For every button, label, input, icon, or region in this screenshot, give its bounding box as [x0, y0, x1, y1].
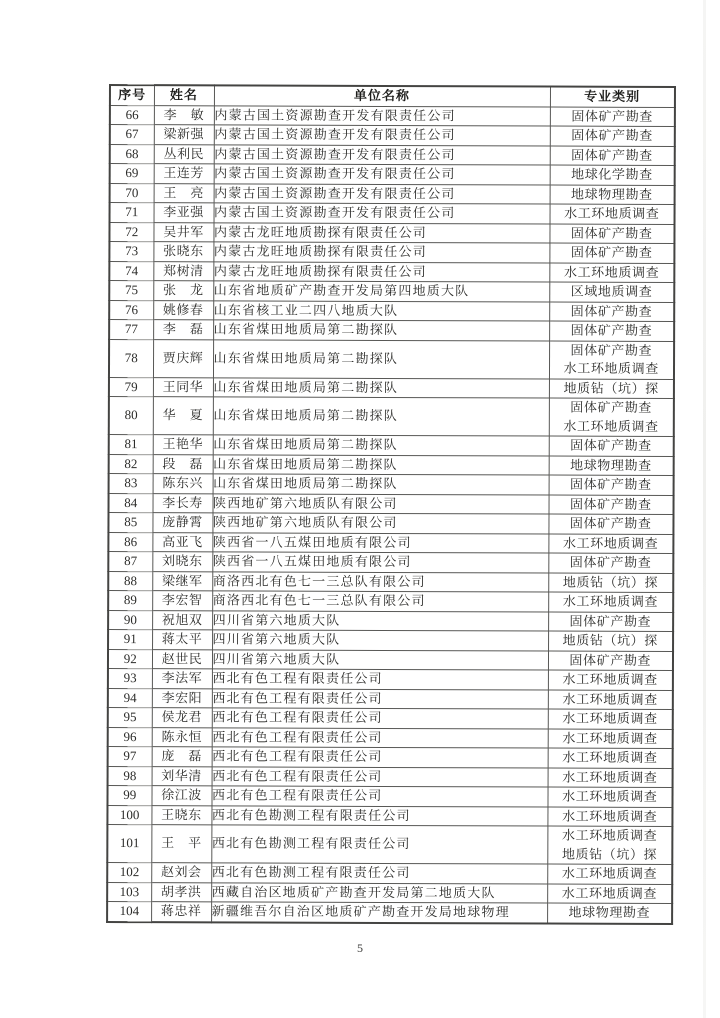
category-cell: 水工环地质调查 [548, 670, 673, 690]
org-cell: 四川省第六地质大队 [212, 610, 548, 631]
personnel-table [106, 84, 676, 924]
name-cell: 刘华清 [152, 766, 212, 786]
category-cell: 水工环地质调查 [548, 709, 673, 729]
org-cell: 内蒙古龙旺地质勘探有限责任公司 [213, 261, 549, 282]
org-cell: 内蒙古国土资源勘查开发有限责任公司 [214, 125, 550, 146]
org-cell: 山东省煤田地质局第二勘探队 [213, 377, 549, 398]
row-number-cell: 99 [107, 785, 151, 805]
table-header [110, 85, 675, 107]
org-cell: 陕西地矿第六地质队有限公司 [213, 493, 549, 514]
org-cell: 陕西省一八五煤田地质有限公司 [212, 552, 548, 573]
row-number-cell: 84 [109, 493, 153, 513]
org-cell: 山东省煤田地质局第二勘探队 [213, 454, 549, 475]
table-row [109, 377, 674, 398]
name-cell: 吴井军 [153, 222, 213, 242]
name-cell: 李宏智 [152, 591, 212, 611]
name-cell: 梁继军 [152, 571, 212, 591]
name-cell: 王同华 [153, 377, 213, 397]
row-number-cell: 67 [110, 125, 154, 145]
category-cell: 地质钻（坑）探 [549, 379, 674, 399]
row-number-cell: 93 [108, 668, 152, 688]
category-cell: 固体矿产勘查 [550, 126, 675, 146]
row-number-cell: 92 [108, 649, 152, 669]
name-cell: 蒋忠祥 [151, 902, 211, 922]
name-cell: 王连芳 [154, 164, 214, 184]
name-cell: 王 平 [151, 825, 211, 863]
name-cell: 胡孝洪 [151, 882, 211, 902]
org-cell: 西北有色勘测工程有限责任公司 [211, 825, 547, 864]
table-row [110, 105, 675, 126]
row-number-cell: 86 [108, 532, 152, 552]
org-cell: 内蒙古龙旺地质勘探有限责任公司 [213, 242, 549, 263]
org-cell: 西北有色勘测工程有限责任公司 [211, 805, 547, 826]
table-row [108, 513, 673, 534]
category-cell: 固体矿产勘查 [548, 514, 673, 534]
table-row [108, 746, 673, 767]
row-number-cell: 102 [107, 862, 151, 882]
table-row [109, 281, 674, 302]
row-number-cell: 90 [108, 610, 152, 630]
row-number-cell: 97 [108, 746, 152, 766]
org-cell: 西藏自治区地质矿产勘查开发局第二地质大队 [211, 882, 547, 903]
row-number-cell: 85 [108, 513, 152, 533]
category-cell: 水工环地质调查 [547, 807, 672, 827]
category-cell: 固体矿产勘查 [549, 436, 674, 456]
table-row [110, 144, 675, 165]
row-number-cell: 87 [108, 552, 152, 572]
category-cell: 水工环地质调查 [548, 729, 673, 749]
category-cell: 固体矿产勘查 水工环地质调查 [549, 398, 674, 436]
org-cell: 山东省煤田地质局第二勘探队 [213, 435, 549, 456]
category-cell: 固体矿产勘查 [548, 651, 673, 671]
org-cell: 新疆维吾尔自治区地质矿产勘查开发局地球物理 [211, 902, 547, 923]
name-cell: 王艳华 [153, 435, 213, 455]
row-number-cell: 103 [107, 882, 151, 902]
table-row [107, 785, 672, 806]
name-cell: 庞静霄 [152, 513, 212, 533]
row-number-cell: 89 [108, 591, 152, 611]
name-cell: 李法军 [152, 669, 212, 689]
name-cell: 陈永恒 [152, 727, 212, 747]
name-cell: 赵世民 [152, 649, 212, 669]
row-number-cell: 94 [108, 688, 152, 708]
org-cell: 西北有色工程有限责任公司 [212, 688, 548, 709]
table-body [107, 105, 675, 923]
org-cell: 西北有色工程有限责任公司 [212, 727, 548, 748]
table-row [109, 222, 674, 243]
org-cell: 四川省第六地质大队 [212, 630, 548, 651]
name-cell: 张晓东 [153, 242, 213, 262]
row-number-cell: 104 [107, 901, 151, 921]
row-number-cell: 98 [108, 766, 152, 786]
table-row [109, 320, 674, 341]
table-row [109, 397, 674, 437]
row-number-cell: 95 [108, 707, 152, 727]
org-cell: 西北有色工程有限责任公司 [212, 747, 548, 768]
name-cell: 徐江波 [151, 786, 211, 806]
category-cell: 固体矿产勘查 [549, 475, 674, 495]
category-cell: 水工环地质调查 地质钻（坑）探 [547, 826, 672, 864]
table-row [108, 532, 673, 553]
category-cell: 固体矿产勘查 [549, 495, 674, 515]
row-number-cell: 82 [109, 454, 153, 474]
table-row [108, 610, 673, 631]
name-cell: 侯龙君 [152, 708, 212, 728]
name-cell: 郑树清 [153, 261, 213, 281]
name-cell: 华 夏 [153, 397, 213, 435]
category-cell: 水工环地质调查 [548, 534, 673, 554]
org-cell: 西北有色工程有限责任公司 [212, 766, 548, 787]
row-number-cell: 69 [110, 164, 154, 184]
category-cell: 水工环地质调查 [550, 204, 675, 224]
header-cell-org: 单位名称 [214, 85, 550, 106]
category-cell: 固体矿产勘查 [549, 321, 674, 341]
name-cell: 蒋太平 [152, 630, 212, 650]
table-row [108, 688, 673, 709]
name-cell: 刘晓东 [152, 552, 212, 572]
table-row [108, 571, 673, 592]
page-number: 5 [357, 941, 363, 955]
row-number-cell: 101 [107, 824, 151, 862]
row-number-cell: 70 [110, 183, 154, 203]
table-row [109, 261, 674, 282]
table-row [110, 203, 675, 224]
org-cell: 山东省煤田地质局第二勘探队 [213, 320, 549, 341]
row-number-cell: 100 [107, 805, 151, 825]
category-cell: 地球物理勘查 [549, 456, 674, 476]
table-row [110, 125, 675, 146]
org-cell: 西北有色工程有限责任公司 [212, 708, 548, 729]
category-cell: 水工环地质调查 [549, 263, 674, 283]
row-number-cell: 83 [109, 474, 153, 494]
category-cell: 水工环地质调查 [547, 884, 672, 904]
org-cell: 陕西省一八五煤田地质有限公司 [212, 532, 548, 553]
table-row [109, 435, 674, 456]
category-cell: 固体矿产勘查 [549, 302, 674, 322]
category-cell: 固体矿产勘查 [549, 224, 674, 244]
table-row [109, 242, 674, 263]
table-row [108, 668, 673, 689]
org-cell: 山东省地质矿产勘查开发局第四地质大队 [213, 281, 549, 302]
row-number-cell: 74 [109, 261, 153, 281]
category-cell: 固体矿产勘查 水工环地质调查 [549, 341, 674, 379]
org-cell: 商洛西北有色七一三总队有限公司 [212, 571, 548, 592]
org-cell: 内蒙古国土资源勘查开发有限责任公司 [214, 144, 550, 165]
header-row [110, 85, 675, 107]
name-cell: 贾庆辉 [153, 339, 213, 377]
row-number-cell: 88 [108, 571, 152, 591]
name-cell: 王晓东 [151, 805, 211, 825]
table-row [107, 882, 672, 903]
name-cell: 祝旭双 [152, 610, 212, 630]
header-cell-no: 序号 [110, 85, 154, 105]
table-row [108, 552, 673, 573]
category-cell: 地质钻（坑）探 [548, 631, 673, 651]
category-cell: 水工环地质调查 [548, 690, 673, 710]
table-row [108, 707, 673, 728]
org-cell: 山东省煤田地质局第二勘探队 [213, 339, 549, 378]
table-row [107, 901, 672, 923]
org-cell: 西北有色工程有限责任公司 [212, 669, 548, 690]
row-number-cell: 66 [110, 105, 154, 125]
row-number-cell: 72 [109, 222, 153, 242]
category-cell: 固体矿产勘查 [548, 553, 673, 573]
name-cell: 丛利民 [154, 144, 214, 164]
row-number-cell: 91 [108, 630, 152, 650]
org-cell: 内蒙古国土资源勘查开发有限责任公司 [214, 105, 550, 126]
name-cell: 李亚强 [154, 203, 214, 223]
row-number-cell: 96 [108, 727, 152, 747]
table-row [109, 300, 674, 321]
name-cell: 姚修春 [153, 300, 213, 320]
header-cell-category: 专业类别 [550, 87, 675, 107]
table-row [110, 164, 675, 185]
category-cell: 水工环地质调查 [548, 592, 673, 612]
table-row [109, 339, 674, 379]
category-cell: 固体矿产勘查 [550, 146, 675, 166]
org-cell: 山东省煤田地质局第二勘探队 [213, 474, 549, 495]
org-cell: 四川省第六地质大队 [212, 649, 548, 670]
table-row [107, 862, 672, 883]
org-cell: 内蒙古国土资源勘查开发有限责任公司 [214, 183, 550, 204]
category-cell: 水工环地质调查 [547, 787, 672, 807]
category-cell: 水工环地质调查 [548, 768, 673, 788]
category-cell: 水工环地质调查 [548, 748, 673, 768]
table-row [107, 805, 672, 826]
name-cell: 李 敏 [154, 105, 214, 125]
category-cell: 地球化学勘查 [550, 165, 675, 185]
org-cell: 西北有色勘测工程有限责任公司 [211, 863, 547, 884]
name-cell: 赵刘会 [151, 863, 211, 883]
table-row [108, 649, 673, 670]
category-cell: 地质钻（坑）探 [548, 573, 673, 593]
category-cell: 水工环地质调查 [547, 864, 672, 884]
name-cell: 李长寿 [153, 493, 213, 513]
row-number-cell: 81 [109, 435, 153, 455]
table-row [107, 824, 672, 864]
row-number-cell: 80 [109, 397, 153, 435]
name-cell: 庞 磊 [152, 747, 212, 767]
org-cell: 商洛西北有色七一三总队有限公司 [212, 591, 548, 612]
category-cell: 地球物理勘查 [550, 185, 675, 205]
row-number-cell: 78 [109, 339, 153, 377]
category-cell: 固体矿产勘查 [548, 612, 673, 632]
table-row [108, 766, 673, 787]
org-cell: 西北有色工程有限责任公司 [211, 786, 547, 807]
table-row [108, 630, 673, 651]
name-cell: 王 亮 [154, 183, 214, 203]
row-number-cell: 77 [109, 320, 153, 340]
table-row [110, 183, 675, 204]
scan-artifact [703, 0, 706, 1018]
table-row [109, 474, 674, 495]
name-cell: 梁新强 [154, 125, 214, 145]
org-cell: 内蒙古国土资源勘查开发有限责任公司 [214, 164, 550, 185]
category-cell: 固体矿产勘查 [550, 107, 675, 127]
row-number-cell: 79 [109, 377, 153, 397]
table-row [108, 591, 673, 612]
header-cell-name: 姓名 [154, 85, 214, 105]
name-cell: 陈东兴 [153, 474, 213, 494]
name-cell: 李宏阳 [152, 688, 212, 708]
table-row [109, 493, 674, 514]
row-number-cell: 76 [109, 300, 153, 320]
org-cell: 内蒙古国土资源勘查开发有限责任公司 [214, 203, 550, 224]
row-number-cell: 71 [110, 203, 154, 223]
category-cell: 固体矿产勘查 [549, 243, 674, 263]
row-number-cell: 68 [110, 144, 154, 164]
name-cell: 段 磊 [153, 454, 213, 474]
table-row [108, 727, 673, 748]
org-cell: 陕西地矿第六地质队有限公司 [212, 513, 548, 534]
org-cell: 山东省核工业二四八地质大队 [213, 300, 549, 321]
name-cell: 高亚飞 [152, 532, 212, 552]
row-number-cell: 75 [109, 281, 153, 301]
category-cell: 区域地质调查 [549, 282, 674, 302]
name-cell: 李 磊 [153, 320, 213, 340]
table-row [109, 454, 674, 475]
name-cell: 张 龙 [153, 281, 213, 301]
row-number-cell: 73 [109, 242, 153, 262]
org-cell: 山东省煤田地质局第二勘探队 [213, 397, 549, 436]
org-cell: 内蒙古龙旺地质勘探有限责任公司 [213, 222, 549, 243]
category-cell: 地球物理勘查 [547, 903, 672, 923]
